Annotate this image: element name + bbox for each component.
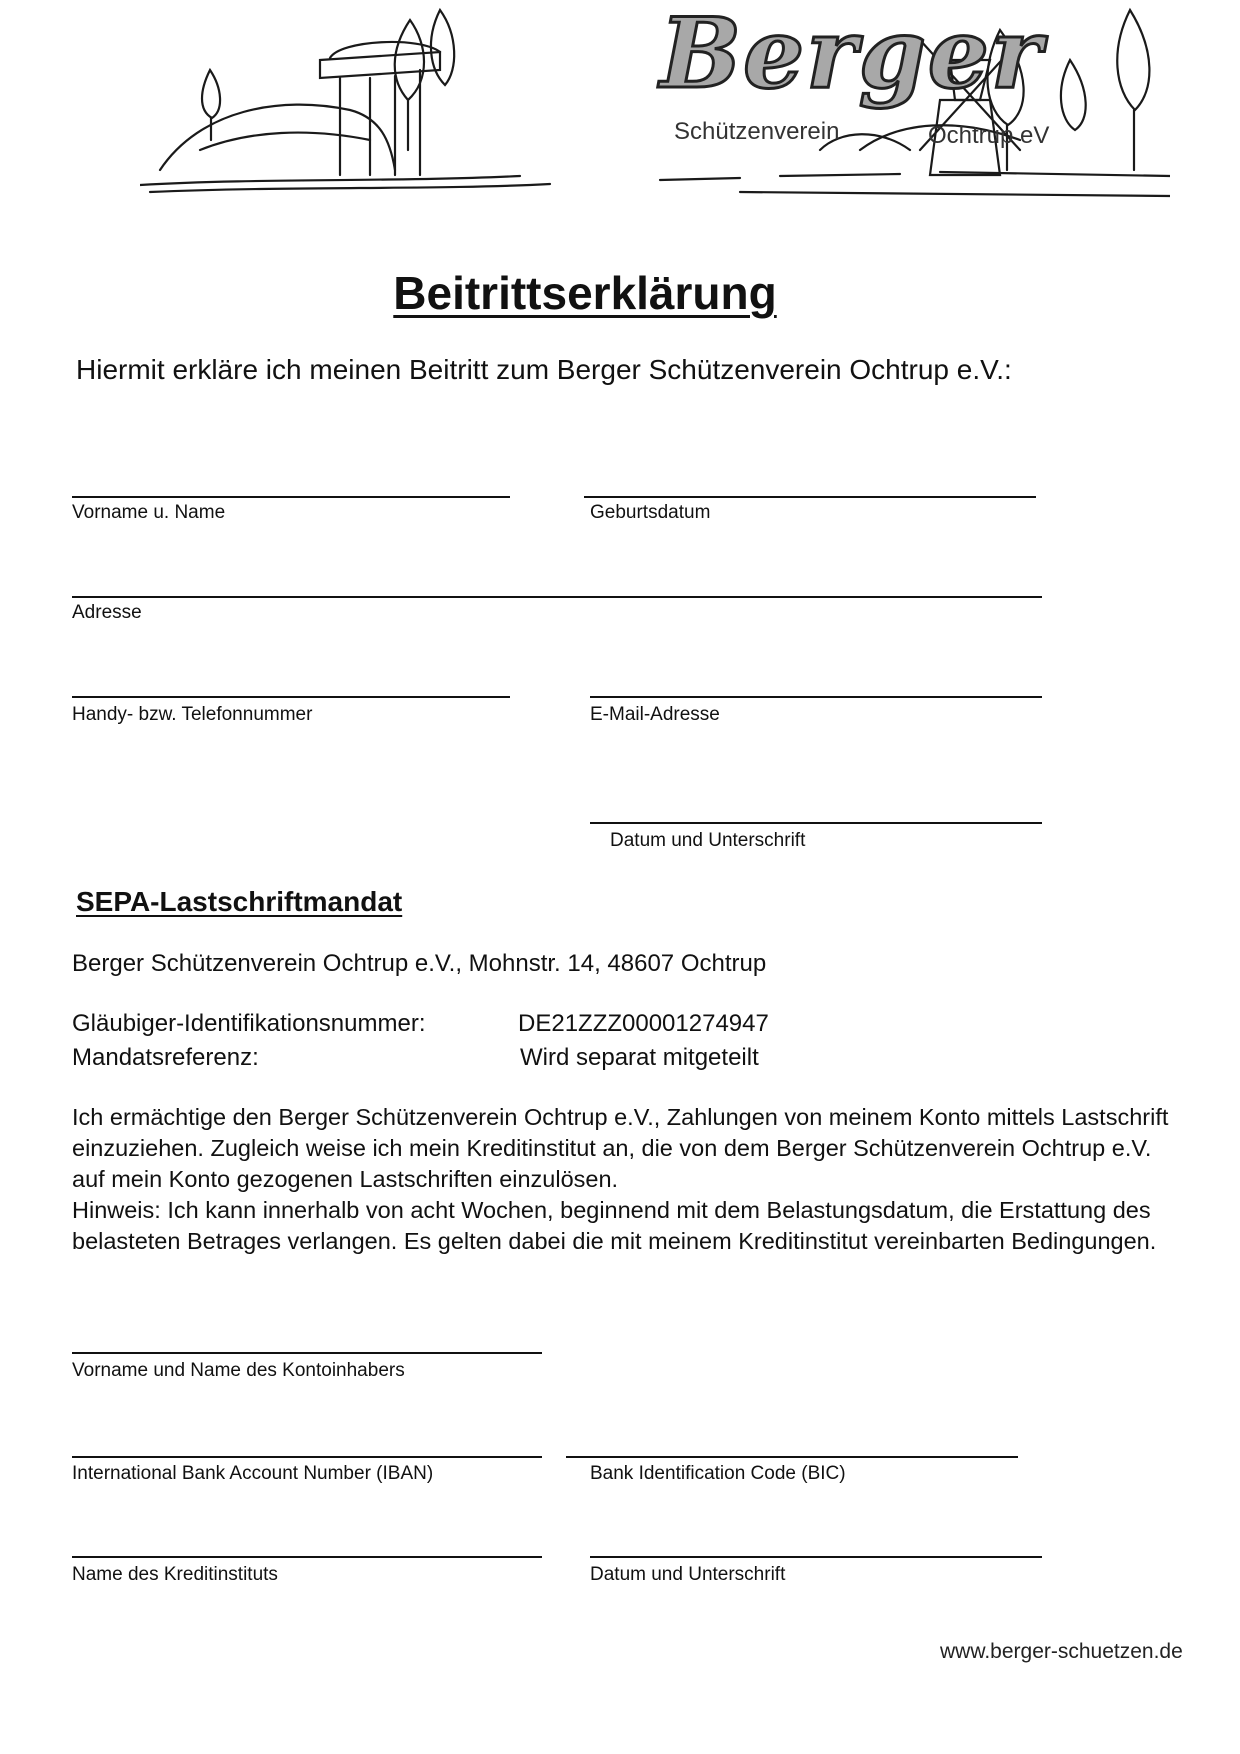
name-field-label: Vorname u. Name — [72, 502, 226, 523]
bic-field-label: Bank Identification Code (BIC) — [590, 1463, 846, 1484]
address-field-line[interactable] — [72, 596, 1042, 598]
notice-paragraph: Hinweis: Ich kann innerhalb von acht Wochen, beginnend mit dem Belastungsdatum, die Erstattung des belasteten Betrages verlangen. Es gelten dabei die mit meinem Kreditinstitut vereinbarten Bedingungen. — [72, 1197, 1157, 1254]
bic-field-line[interactable] — [566, 1456, 1018, 1458]
birthdate-field-line[interactable] — [584, 496, 1036, 498]
mandate-text — [72, 1102, 1182, 1257]
email-field-line[interactable] — [590, 696, 1042, 698]
account-holder-field-label: Vorname und Name des Kontoinhabers — [72, 1360, 405, 1381]
account-holder-field-line[interactable] — [72, 1352, 542, 1354]
email-field-label: E-Mail-Adresse — [590, 704, 720, 725]
phone-field-label: Handy- bzw. Telefonnummer — [72, 704, 313, 725]
name-field-line[interactable] — [72, 496, 510, 498]
iban-field-label: International Bank Account Number (IBAN) — [72, 1463, 434, 1484]
authorization-paragraph: Ich ermächtige den Berger Schützenverein Ochtrup e.V., Zahlungen von meinem Konto mittels Lastschrift einzuziehen. Zugleich weise ich mein Kreditinstitut an, die von dem Berger Schützenverein Ochtrup e.V. auf mein Konto gezogenen Lastschriften einzulösen. — [72, 1104, 1169, 1192]
sepa-signature-line[interactable] — [590, 1556, 1042, 1558]
sepa-signature-label: Datum und Unterschrift — [590, 1564, 786, 1585]
phone-field-line[interactable] — [72, 696, 510, 698]
sepa-heading: SEPA-Lastschriftmandat — [76, 886, 403, 917]
address-field-label: Adresse — [72, 602, 142, 623]
membership-signature-line[interactable] — [590, 822, 1042, 824]
birthdate-field-label: Geburtsdatum — [590, 502, 711, 523]
intro-text: Hiermit erkläre ich meinen Beitritt zum Berger Schützenverein Ochtrup e.V.: — [76, 354, 1012, 385]
creditor-address: Berger Schützenverein Ochtrup e.V., Mohnstr. 14, 48607 Ochtrup — [72, 950, 767, 977]
membership-signature-label: Datum und Unterschrift — [610, 830, 806, 851]
mandate-reference-value: Wird separat mitgeteilt — [520, 1044, 759, 1071]
website-link[interactable]: www.berger-schuetzen.de — [940, 1640, 1183, 1663]
creditor-id-label: Gläubiger-Identifikationsnummer: — [72, 1010, 426, 1037]
creditor-id-value: DE21ZZZ00001274947 — [518, 1010, 769, 1037]
logo-subtitle-left: Schützenverein — [674, 118, 840, 145]
logo-wordmark: Berger — [660, 0, 1044, 110]
bank-name-field-label: Name des Kreditinstituts — [72, 1564, 278, 1585]
mandate-reference-label: Mandatsreferenz: — [72, 1044, 259, 1071]
bank-name-field-line[interactable] — [72, 1556, 542, 1558]
iban-field-line[interactable] — [72, 1456, 542, 1458]
logo-subtitle-right: Ochtrup eV — [928, 122, 1050, 149]
document-title: Beitrittserklärung — [393, 267, 777, 319]
club-logo — [140, 0, 1170, 210]
